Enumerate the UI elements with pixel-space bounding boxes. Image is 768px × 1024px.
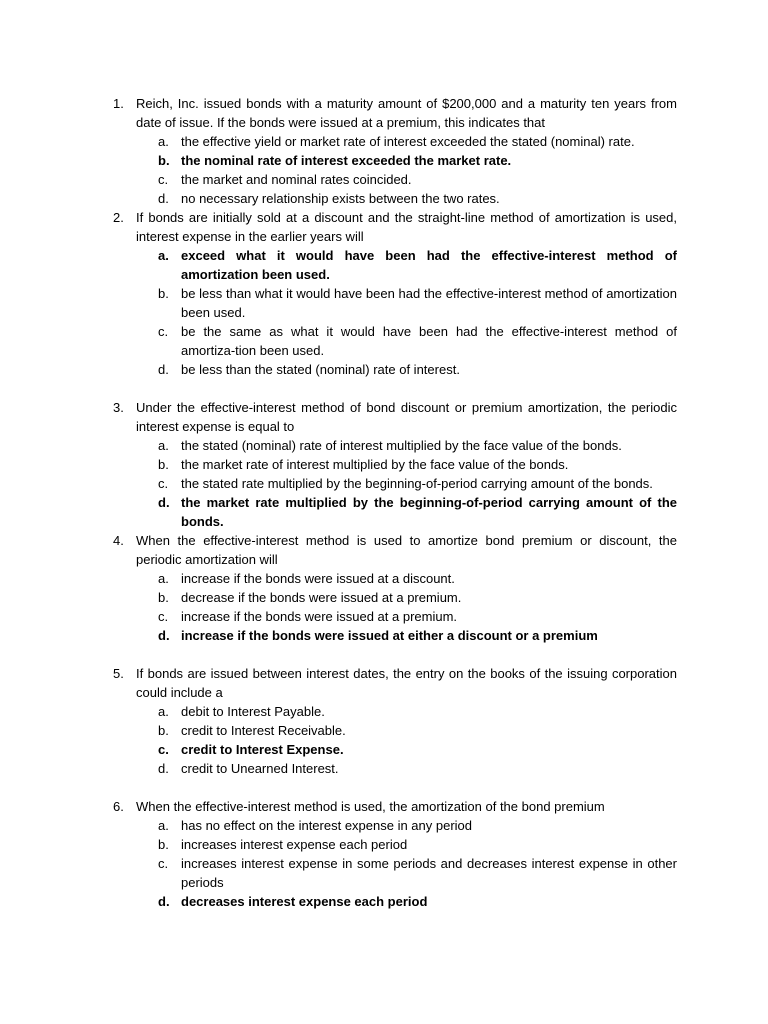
question-text: When the effective-interest method is used to amortize bond premium or discount, the periodic amortization will bbox=[136, 533, 677, 567]
option-text: the nominal rate of interest exceeded the market rate. bbox=[181, 153, 512, 168]
question-2 bbox=[0, 208, 768, 379]
answer-options bbox=[136, 816, 677, 911]
option-d bbox=[136, 892, 677, 911]
option-letter: a. bbox=[158, 704, 169, 719]
question-number: 4. bbox=[113, 533, 124, 548]
option-text: increases interest expense in some periods and decreases interest expense in other periods bbox=[181, 856, 677, 890]
question-3 bbox=[0, 398, 768, 531]
answer-options bbox=[136, 702, 677, 778]
option-letter: d. bbox=[158, 628, 170, 643]
spacer bbox=[0, 379, 768, 398]
option-letter: b. bbox=[158, 837, 169, 852]
answer-options bbox=[136, 569, 677, 645]
answer-options bbox=[136, 132, 677, 208]
option-letter: a. bbox=[158, 571, 169, 586]
option-letter: c. bbox=[158, 476, 169, 491]
option-letter: c. bbox=[158, 742, 169, 757]
option-a bbox=[136, 246, 677, 284]
option-letter: c. bbox=[158, 609, 169, 624]
option-text: increase if the bonds were issued at a discount. bbox=[181, 571, 455, 586]
option-letter: c. bbox=[158, 856, 169, 871]
question-number: 6. bbox=[113, 799, 124, 814]
option-text: be less than what it would have been had the effective-interest method of amortization been used. bbox=[181, 286, 677, 320]
question-number: 1. bbox=[113, 96, 124, 111]
option-text: has no effect on the interest expense in any period bbox=[181, 818, 473, 833]
option-c bbox=[136, 474, 677, 493]
option-text: increases interest expense each period bbox=[181, 837, 408, 852]
option-letter: b. bbox=[158, 723, 169, 738]
option-text: credit to Interest Receivable. bbox=[181, 723, 346, 738]
option-text: increase if the bonds were issued at either a discount or a premium bbox=[181, 628, 598, 643]
option-b bbox=[136, 455, 677, 474]
option-d bbox=[136, 493, 677, 531]
option-text: the market and nominal rates coincided. bbox=[181, 172, 412, 187]
option-letter: d. bbox=[158, 495, 170, 510]
option-text: decreases interest expense each period bbox=[181, 894, 428, 909]
option-d bbox=[136, 626, 677, 645]
option-text: credit to Interest Expense. bbox=[181, 742, 344, 757]
option-letter: d. bbox=[158, 362, 169, 377]
option-text: debit to Interest Payable. bbox=[181, 704, 325, 719]
option-letter: b. bbox=[158, 590, 169, 605]
question-5 bbox=[0, 664, 768, 778]
option-letter: d. bbox=[158, 894, 170, 909]
option-c bbox=[136, 854, 677, 892]
option-text: be less than the stated (nominal) rate of interest. bbox=[181, 362, 460, 377]
question-text: If bonds are initially sold at a discount and the straight-line method of amortization is used, interest expense in the earlier years will bbox=[136, 210, 677, 244]
option-b bbox=[136, 721, 677, 740]
option-letter: a. bbox=[158, 818, 169, 833]
spacer bbox=[0, 778, 768, 797]
question-6 bbox=[0, 797, 768, 911]
question-1 bbox=[0, 94, 768, 208]
option-letter: a. bbox=[158, 248, 169, 263]
question-number: 5. bbox=[113, 666, 124, 681]
option-text: the market rate multiplied by the beginning-of-period carrying amount of the bonds. bbox=[181, 495, 677, 529]
option-b bbox=[136, 835, 677, 854]
option-b bbox=[136, 151, 677, 170]
option-letter: b. bbox=[158, 153, 170, 168]
spacer bbox=[0, 645, 768, 664]
option-text: be the same as what it would have been had the effective-interest method of amortiza-tion been used. bbox=[181, 324, 677, 358]
option-letter: d. bbox=[158, 191, 169, 206]
option-a bbox=[136, 436, 677, 455]
option-letter: b. bbox=[158, 286, 169, 301]
question-text: Reich, Inc. issued bonds with a maturity amount of $200,000 and a maturity ten years from date of issue. If the bonds were issued at a premium, this indicates that bbox=[136, 96, 677, 130]
quiz-document bbox=[0, 94, 768, 911]
option-a bbox=[136, 702, 677, 721]
option-a bbox=[136, 569, 677, 588]
option-b bbox=[136, 588, 677, 607]
question-number: 3. bbox=[113, 400, 124, 415]
option-letter: a. bbox=[158, 134, 169, 149]
option-a bbox=[136, 816, 677, 835]
option-d bbox=[136, 759, 677, 778]
option-c bbox=[136, 170, 677, 189]
option-c bbox=[136, 740, 677, 759]
option-text: exceed what it would have been had the effective-interest method of amortization been used. bbox=[181, 248, 677, 282]
option-text: the market rate of interest multiplied by the face value of the bonds. bbox=[181, 457, 569, 472]
option-text: no necessary relationship exists between the two rates. bbox=[181, 191, 500, 206]
option-d bbox=[136, 360, 677, 379]
option-letter: a. bbox=[158, 438, 169, 453]
option-d bbox=[136, 189, 677, 208]
question-text: When the effective-interest method is used, the amortization of the bond premium bbox=[136, 799, 605, 814]
option-b bbox=[136, 284, 677, 322]
answer-options bbox=[136, 246, 677, 379]
option-c bbox=[136, 607, 677, 626]
question-text: Under the effective-interest method of bond discount or premium amortization, the periodic interest expense is equal to bbox=[136, 400, 677, 434]
question-text: If bonds are issued between interest dates, the entry on the books of the issuing corporation could include a bbox=[136, 666, 677, 700]
option-text: decrease if the bonds were issued at a premium. bbox=[181, 590, 462, 605]
option-letter: b. bbox=[158, 457, 169, 472]
option-text: the stated rate multiplied by the beginning-of-period carrying amount of the bonds. bbox=[181, 476, 653, 491]
option-letter: c. bbox=[158, 172, 169, 187]
option-text: the effective yield or market rate of interest exceeded the stated (nominal) rate. bbox=[181, 134, 635, 149]
option-text: credit to Unearned Interest. bbox=[181, 761, 339, 776]
option-text: the stated (nominal) rate of interest multiplied by the face value of the bonds. bbox=[181, 438, 622, 453]
answer-options bbox=[136, 436, 677, 531]
option-c bbox=[136, 322, 677, 360]
option-text: increase if the bonds were issued at a premium. bbox=[181, 609, 458, 624]
option-letter: c. bbox=[158, 324, 169, 339]
option-a bbox=[136, 132, 677, 151]
question-number: 2. bbox=[113, 210, 124, 225]
question-4 bbox=[0, 531, 768, 645]
option-letter: d. bbox=[158, 761, 169, 776]
